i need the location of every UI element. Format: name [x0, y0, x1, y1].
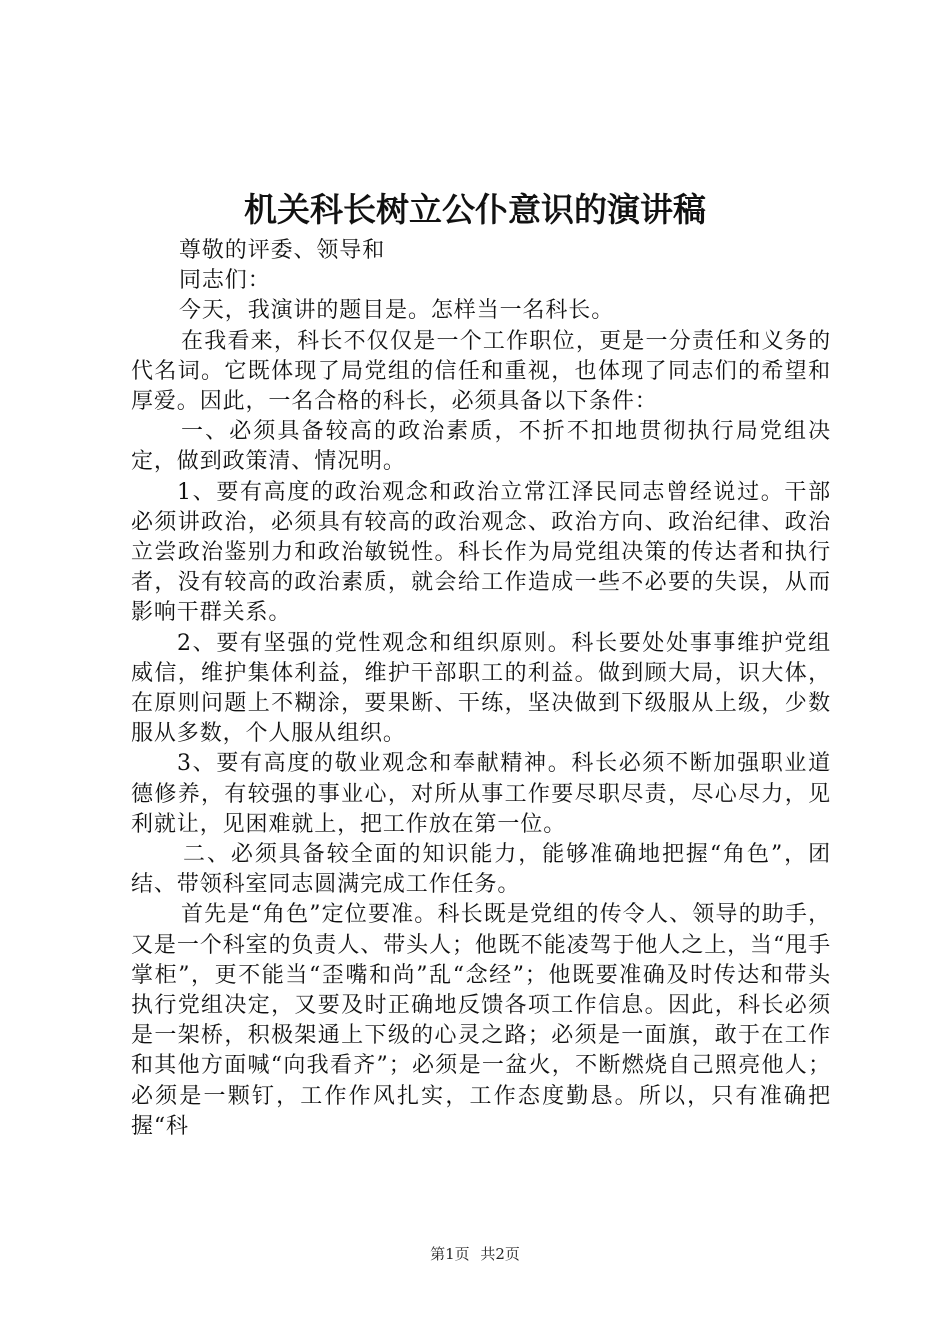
- paragraph-item-2: 2、要有坚强的党性观念和组织原则。科长要处处事事维护党组威信，维护集体利益，维护干部职工的利益。做到顾大局，识大体，在原则问题上不糊涂，要果断、干练，坚决做到下级服从上级，少数服从多数，个人服从组织。: [131, 630, 831, 747]
- paragraph-intro: 在我看来，科长不仅仅是一个工作职位，更是一分责任和义务的代名词。它既体现了局党组的信任和重视，也体现了同志们的希望和厚爱。因此，一名合格的科长，必须具备以下条件：: [131, 328, 831, 415]
- paragraph-topic: 今天，我演讲的题目是。怎样当一名科长。: [179, 298, 615, 324]
- paragraph-section-2: 二、必须具备较全面的知识能力，能够准确地把握“角色”，团结、带领科室同志圆满完成工作任务。: [131, 842, 831, 898]
- paragraph-role: 首先是“角色”定位要准。科长既是党组的传令人、领导的助手，又是一个科室的负责人、带头人；他既不能凌驾于他人之上，当“甩手掌柜”，更不能当“歪嘴和尚”乱“念经”；他既要准确及时传达和带头执行党组决定，又要及时正确地反馈各项工作信息。因此，科长必须是一架桥，积极架通上下级的心灵之路；必须是一面旗，敢于在工作和其他方面喊“向我看齐”；必须是一盆火，不断燃烧自己照亮他人；必须是一颗钉，工作作风扎实，工作态度勤恳。所以，只有准确把握“科: [131, 902, 831, 1139]
- paragraph-section-1: 一、必须具备较高的政治素质，不折不扣地贯彻执行局党组决定，做到政策清、情况明。: [131, 419, 831, 475]
- document-title: 机关科长树立公仆意识的演讲稿: [244, 190, 706, 229]
- page-number: 第1页: [430, 1245, 470, 1263]
- paragraph-item-3: 3、要有高度的敬业观念和奉献精神。科长必须不断加强职业道德修养，有较强的事业心，对所从事工作要尽职尽责，尽心尽力，见利就让，见困难就上，把工作放在第一位。: [131, 751, 831, 837]
- salutation-line-1: 尊敬的评委、领导和: [179, 238, 386, 263]
- page-total: 共2页: [480, 1245, 520, 1263]
- document-body: [131, 236, 831, 1142]
- paragraph-item-1: 1、要有高度的政治观念和政治立常江泽民同志曾经说过。干部必须讲政治，必须具有较高的政治观念、政治方向、政治纪律、政治立尝政治鉴别力和政治敏锐性。科长作为局党组决策的传达者和执行者，没有较高的政治素质，就会给工作造成一些不必要的失误，从而影响干群关系。: [131, 479, 831, 626]
- salutation-line-2: 同志们：: [179, 268, 271, 294]
- page-footer: [0, 1244, 950, 1264]
